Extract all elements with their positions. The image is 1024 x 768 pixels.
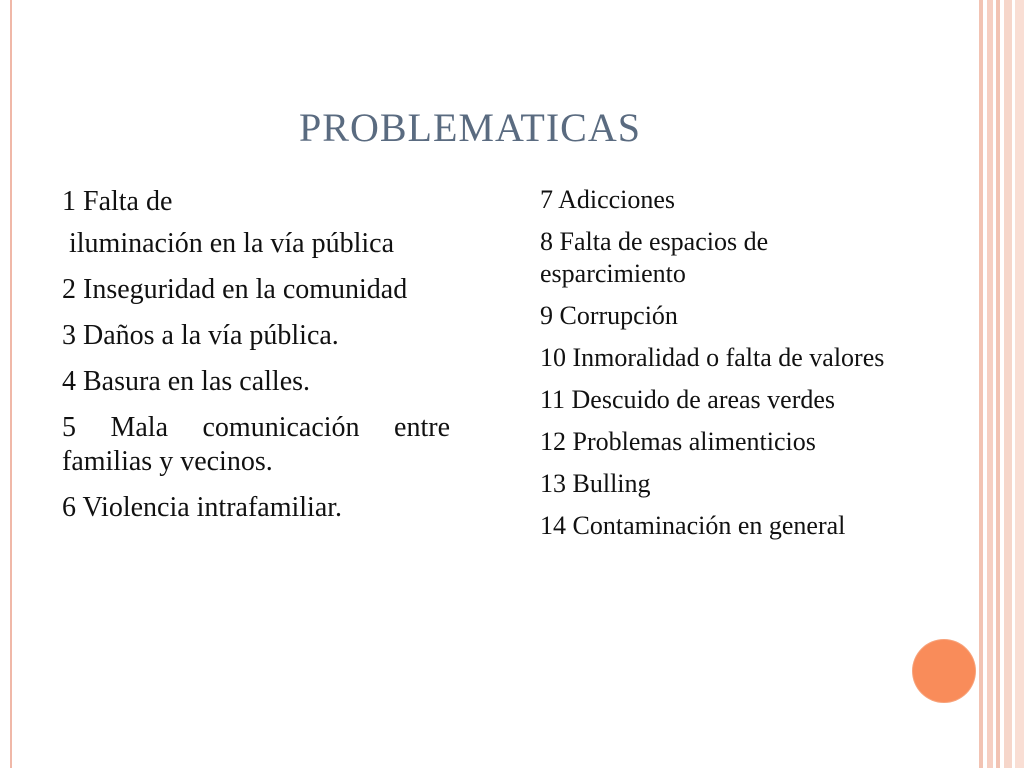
list-item: 6 Violencia intrafamiliar. [62, 492, 343, 523]
list-item: 9 Corrupción [540, 301, 678, 330]
list-item: 13 Bulling [540, 469, 651, 498]
decorative-stripe [987, 0, 993, 768]
list-item: iluminación en la vía pública [62, 228, 395, 259]
decorative-stripe [1004, 0, 1012, 768]
decorative-stripe [979, 0, 983, 768]
list-item: 11 Descuido de areas verdes [540, 385, 836, 414]
list-item: 2 Inseguridad en la comunidad [62, 274, 408, 305]
orange-circle-decoration [913, 640, 975, 702]
list-item: 7 Adicciones [540, 185, 676, 214]
slide-title: PROBLEMATICAS [299, 105, 641, 150]
list-item: 8 Falta de espacios de esparcimiento [540, 227, 769, 288]
list-item: 12 Problemas alimenticios [540, 427, 816, 456]
left-problem-list [62, 185, 450, 537]
list-item: 4 Basura en las calles. [62, 366, 311, 397]
decorative-stripe [996, 0, 1000, 768]
decorative-stripe [1015, 0, 1024, 768]
list-item: 10 Inmoralidad o falta de valores [540, 343, 885, 372]
list-item: 1 Falta de [62, 186, 173, 217]
list-item: 3 Daños a la vía pública. [62, 320, 339, 351]
list-item: 5 Mala comunicación entre familias y vecinos. [62, 412, 450, 477]
list-item: 14 Contaminación en general [540, 511, 846, 540]
right-problem-list [540, 184, 920, 552]
